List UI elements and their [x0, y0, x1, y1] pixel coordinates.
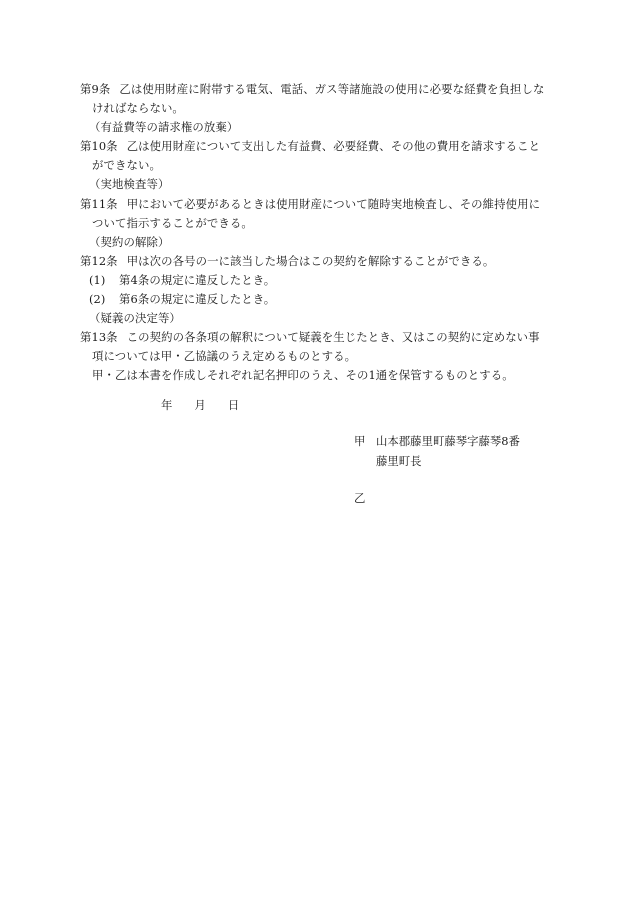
article-11 — [80, 195, 550, 233]
section-caption-doubts: （疑義の決定等） — [89, 311, 181, 326]
section-caption-termination: （契約の解除） — [89, 234, 170, 249]
article-text: 乙は使用財産に附帯する電気、電話、ガス等諸施設の使用に必要な経費を負担しなければならない。 — [92, 82, 545, 116]
item-text: 第6条の規定に違反したとき。 — [119, 292, 276, 307]
party-a-label: 甲 — [354, 434, 366, 448]
article-number: 第11条 — [80, 196, 118, 211]
date-month: 月 — [194, 398, 206, 412]
date-line — [161, 396, 239, 415]
article-number: 第12条 — [80, 253, 118, 268]
contract-body — [80, 80, 550, 386]
article-12-item-2 — [80, 290, 550, 309]
party-a-line1 — [354, 432, 520, 452]
party-b-label: 乙 — [354, 491, 366, 505]
party-a-block — [354, 432, 520, 471]
article-number: 第9条 — [80, 82, 111, 96]
section-caption-beneficial-expenses: （有益費等の請求権の放棄） — [89, 120, 239, 135]
article-12-item-1 — [80, 271, 550, 290]
article-text: 甲において必要があるときは使用財産について随時実地検査し、その維持使用について指示することができる。 — [92, 196, 541, 230]
item-text: 第4条の規定に違反したとき。 — [119, 272, 276, 287]
article-text: この契約の各条項の解釈について疑義を生じたとき、又はこの契約に定めない事項については甲・乙協議のうえ定めるものとする。 — [92, 330, 540, 364]
article-text: 甲は次の各号の一に該当した場合はこの契約を解除することができる。 — [126, 253, 495, 268]
date-day: 日 — [227, 398, 240, 412]
article-number: 第10条 — [80, 139, 118, 154]
item-number: (2) — [89, 292, 106, 307]
article-13 — [80, 328, 550, 366]
party-a-title: 藤里町長 — [376, 453, 422, 468]
article-number: 第13条 — [80, 330, 118, 345]
section-caption-inspection: （実地検査等） — [89, 177, 170, 192]
date-year: 年 — [161, 398, 173, 412]
item-number: (1) — [89, 272, 106, 287]
party-a-address: 山本郡藤里町藤琴字藤琴8番 — [376, 434, 520, 448]
article-text: 乙は使用財産について支出した有益費、必要経費、その他の費用を請求することができない。 — [92, 139, 541, 173]
party-b-block — [354, 489, 365, 508]
article-12 — [80, 252, 550, 271]
article-9 — [80, 80, 550, 118]
article-10 — [80, 137, 550, 175]
closing-statement: 甲・乙は本書を作成しそれぞれ記名押印のうえ、その1通を保管するものとする。 — [92, 368, 514, 383]
